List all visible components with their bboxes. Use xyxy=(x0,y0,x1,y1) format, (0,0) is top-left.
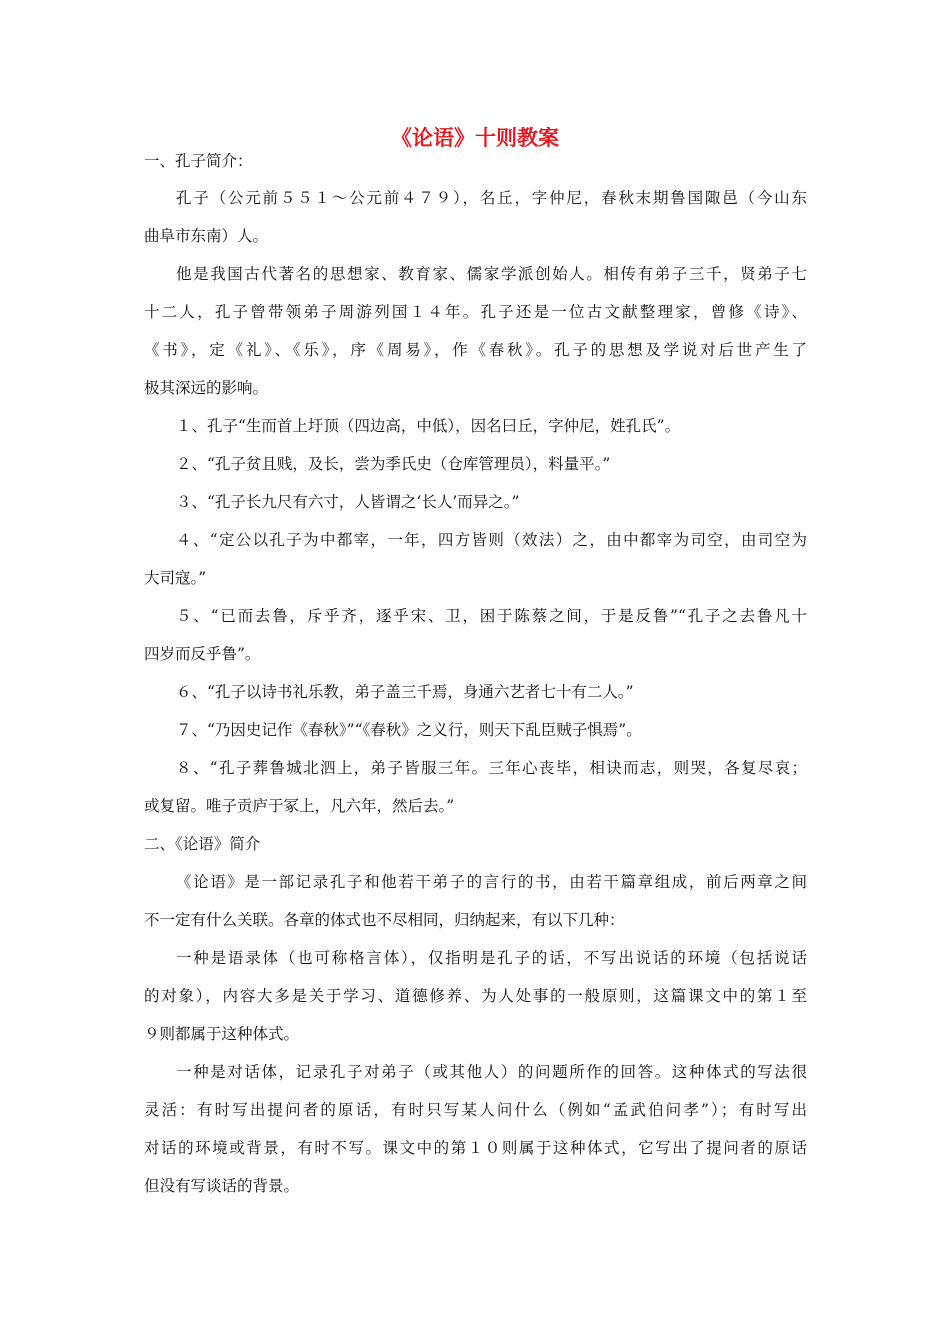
paragraph-line: 他是我国古代著名的思想家、教育家、儒家学派创始人。相传有弟子三千，贤弟子七 xyxy=(176,265,807,283)
list-item: ２、“孔子贫且贱，及长，尝为季氏史（仓库管理员），料量平。” xyxy=(176,455,611,473)
list-item: ８、“孔子葬鲁城北泗上，弟子皆服三年。三年心丧毕，相诀而志，则哭，各复尽哀； xyxy=(176,759,807,777)
list-item-continuation: 四岁而反乎鲁”。 xyxy=(144,645,261,663)
paragraph-line: ９则都属于这种体式。 xyxy=(144,1025,300,1043)
paragraph-line: 《书》，定《礼》、《乐》，序《周易》，作《春秋》。孔子的思想及学说对后世产生了 xyxy=(144,341,807,359)
paragraph-line: 对话的环境或背景，有时不写。课文中的第１０则属于这种体式，它写出了提问者的原话 xyxy=(144,1139,807,1157)
list-item: ５、“已而去鲁，斥乎齐，逐乎宋、卫，困于陈蔡之间，于是反鲁”“孔子之去鲁凡十 xyxy=(176,607,807,625)
list-item: １、孔子“生而首上圩顶（四边高，中低），因名曰丘，字仲尼，姓孔氏”。 xyxy=(176,417,681,435)
list-item: ６、“孔子以诗书礼乐教，弟子盖三千焉，身通六艺者七十有二人。” xyxy=(176,683,634,701)
list-item: ３、“孔子长九尺有六寸，人皆谓之‘长人’而异之。” xyxy=(176,493,520,511)
paragraph-line: 孔子（公元前５５１～公元前４７９），名丘，字仲尼，春秋末期鲁国陬邑（今山东 xyxy=(176,189,807,207)
paragraph-line: 的对象），内容大多是关于学习、道德修养、为人处事的一般原则，这篇课文中的第１至 xyxy=(144,987,807,1005)
paragraph-line: 《论语》是一部记录孔子和他若干弟子的言行的书，由若干篇章组成，前后两章之间 xyxy=(176,873,807,891)
section-heading-confucius-intro: 一、孔子简介： xyxy=(144,152,253,170)
section-heading-analects-intro: 二、《论语》简介 xyxy=(144,835,261,853)
document-title: 《论语》十则教案 xyxy=(391,126,559,150)
paragraph-line: 曲阜市东南）人。 xyxy=(144,227,269,245)
paragraph-line: 但没有写谈话的背景。 xyxy=(144,1177,300,1195)
paragraph-line: 一种是语录体（也可称格言体），仅指明是孔子的话，不写出说话的环境（包括说话 xyxy=(176,949,807,967)
list-item-continuation: 或复留。唯子贡庐于冢上，凡六年，然后去。” xyxy=(144,797,455,815)
list-item: ４、“定公以孔子为中都宰，一年，四方皆则（效法）之，由中都宰为司空，由司空为 xyxy=(176,531,807,549)
paragraph-line: 灵活：有时写出提问者的原话，有时只写某人问什么（例如“孟武伯问孝”）；有时写出 xyxy=(144,1101,807,1119)
paragraph-line: 十二人，孔子曾带领弟子周游列国１４年。孔子还是一位古文献整理家，曾修《诗》、 xyxy=(144,303,807,321)
paragraph-line: 一种是对话体，记录孔子对弟子（或其他人）的问题所作的回答。这种体式的写法很 xyxy=(176,1063,807,1081)
paragraph-line: 极其深远的影响。 xyxy=(144,379,269,397)
paragraph-line: 不一定有什么关联。各章的体式也不尽相同，归纳起来，有以下几种： xyxy=(144,911,625,929)
list-item: ７、“乃因史记作《春秋》”“《春秋》之义行，则天下乱臣贼子惧焉”。 xyxy=(176,721,642,739)
list-item-continuation: 大司寇。” xyxy=(144,569,207,587)
